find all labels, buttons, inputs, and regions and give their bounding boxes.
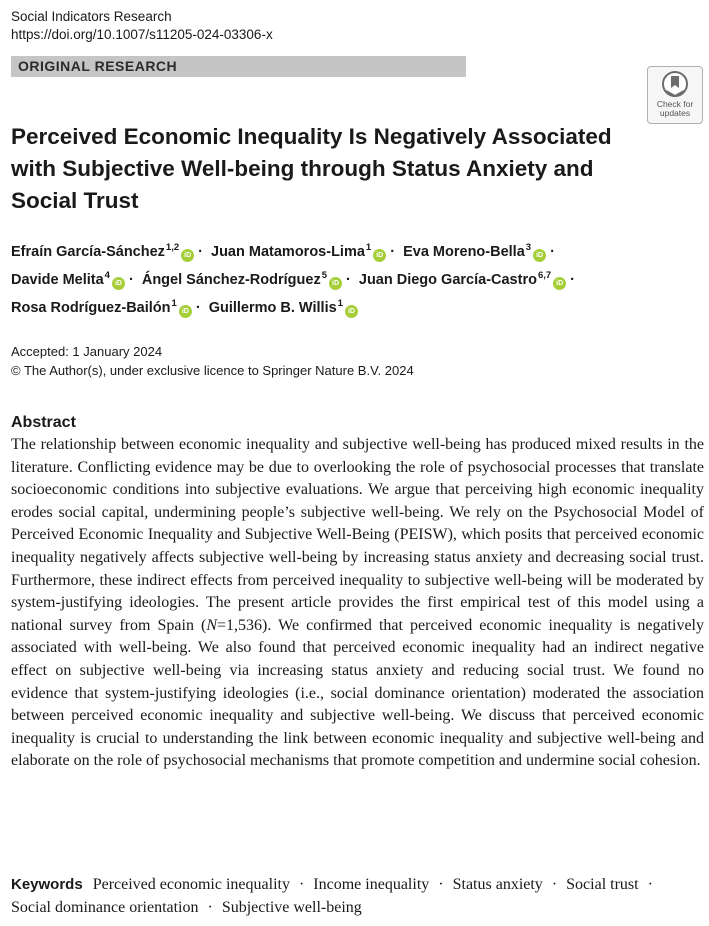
sample-size-symbol: N <box>206 616 218 634</box>
abstract-heading: Abstract <box>11 414 76 431</box>
abstract-text-part1: The relationship between economic inequality and subjective well-being has produced mixed results in the literature. Conflicting evidence may be due to overlooking the role of psychosocial processes that translate socioeconomic conditions into subjective evaluations. We argue that perceiving high economic inequality erodes social capital, undermining people’s subjective well-being. We rely on the Psychosocial Model of Perceived Economic Inequality and Subjective Well-Being (PEISW), which posits that perceived economic inequality negatively affects subjective well-being by increasing status anxiety and decreasing social trust. Furthermore, these indirect effects from perceived inequality to subjective well-being will be moderated by system-justifying ideologies. The present article provides the first empirical test of this model using a national survey from Spain ( <box>11 436 704 634</box>
author-affiliation: 1 <box>171 298 177 309</box>
author[interactable] <box>11 300 192 316</box>
author-name: Juan Diego García-Castro <box>358 272 537 288</box>
author-affiliation: 4 <box>104 270 110 281</box>
orcid-icon[interactable]: iD <box>179 305 192 318</box>
keyword[interactable]: Income inequality <box>313 876 430 893</box>
orcid-icon[interactable]: iD <box>181 249 194 262</box>
orcid-icon[interactable]: iD <box>553 277 566 290</box>
author-name: Guillermo B. Willis <box>208 300 337 316</box>
check-for-updates-button[interactable] <box>647 66 703 124</box>
author-name: Eva Moreno-Bella <box>403 244 525 260</box>
article-title: Perceived Economic Inequality Is Negatively Associated with Subjective Well-being through Status Anxiety and Social Trust <box>11 124 612 213</box>
keywords-section <box>11 873 701 919</box>
author-list <box>11 236 671 320</box>
author-separator: · <box>198 244 203 260</box>
author-name: Rosa Rodríguez-Bailón <box>11 300 171 316</box>
author-name: Ángel Sánchez-Rodríguez <box>141 272 321 288</box>
orcid-icon[interactable]: iD <box>112 277 125 290</box>
author-separator: · <box>550 244 555 260</box>
keyword[interactable]: Subjective well-being <box>221 899 362 916</box>
author[interactable] <box>403 244 546 260</box>
keyword[interactable]: Status anxiety <box>452 876 543 893</box>
keyword[interactable]: Social trust <box>566 876 639 893</box>
author-affiliation: 6,7 <box>537 270 552 281</box>
journal-header <box>11 8 273 44</box>
author-separator: · <box>346 272 351 288</box>
abstract-text <box>11 434 704 773</box>
keyword-separator: · <box>438 876 444 893</box>
abstract-text-part2: =1,536). We confirmed that perceived economic inequality is negatively associated with well-being. We also found that perceived economic inequality had an indirect negative effect on subjective well-being via increasing status anxiety and reducing social trust. We found no evidence that system-justifying ideologies (i.e., social dominance orientation) moderated the association between perceived economic inequality and subjective well-being. We discuss that perceived economic inequality is crucial to understanding the link between economic inequality and subjective well-being and elaborate on the role of psychosocial mechanisms that promote competition and undermine social cohesion. <box>11 616 704 770</box>
author-affiliation: 5 <box>321 270 327 281</box>
check-updates-icon <box>662 71 688 99</box>
author[interactable] <box>11 244 194 260</box>
check-updates-line1: Check for <box>656 99 694 109</box>
author-affiliation: 1 <box>365 242 372 253</box>
author[interactable] <box>209 300 358 316</box>
author-name: Juan Matamoros-Lima <box>211 244 365 260</box>
author-affiliation: 3 <box>525 242 532 253</box>
keyword-separator: · <box>647 876 653 893</box>
keyword-separator: · <box>551 876 558 893</box>
author-separator: · <box>390 244 396 260</box>
keyword-separator: · <box>298 876 305 893</box>
orcid-icon[interactable]: iD <box>533 249 546 262</box>
author-affiliation: 1 <box>337 298 343 309</box>
keyword[interactable]: Social dominance orientation <box>11 899 199 916</box>
keywords-label: Keywords <box>11 876 83 893</box>
keyword-list <box>11 876 658 916</box>
doi-link[interactable]: https://doi.org/10.1007/s11205-024-03306-x <box>11 27 273 42</box>
author-name: Efraín García-Sánchez <box>11 244 165 260</box>
orcid-icon[interactable]: iD <box>329 277 342 290</box>
section-label: ORIGINAL RESEARCH <box>11 56 466 77</box>
accepted-date: Accepted: 1 January 2024 <box>11 344 163 359</box>
author-separator: · <box>195 300 201 316</box>
author-separator: · <box>128 272 134 288</box>
copyright-notice: © The Author(s), under exclusive licence to Springer Nature B.V. 2024 <box>11 363 414 378</box>
author[interactable] <box>142 272 342 288</box>
article-meta <box>11 342 414 380</box>
author-separator: · <box>570 272 576 288</box>
author[interactable] <box>211 244 386 260</box>
orcid-icon[interactable]: iD <box>345 305 358 318</box>
keyword-separator: · <box>207 899 213 916</box>
check-updates-line2: updates <box>659 108 691 118</box>
keyword[interactable]: Perceived economic inequality <box>92 876 290 893</box>
orcid-icon[interactable]: iD <box>373 249 386 262</box>
author[interactable] <box>11 272 125 288</box>
author-name: Davide Melita <box>11 272 104 288</box>
author-affiliation: 1,2 <box>165 242 180 253</box>
journal-name: Social Indicators Research <box>11 9 172 24</box>
author[interactable] <box>359 272 566 288</box>
